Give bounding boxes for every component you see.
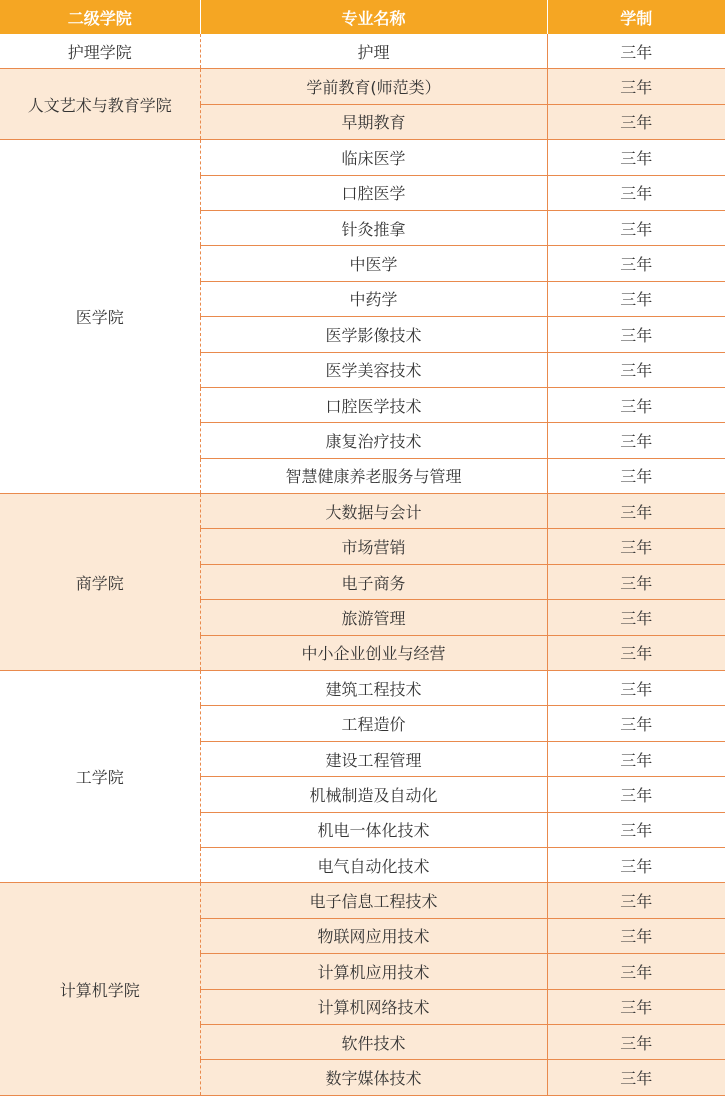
table-header: [0, 0, 725, 34]
duration-cell: 三年: [547, 918, 725, 953]
major-cell: 旅游管理: [200, 600, 547, 635]
major-cell: 学前教育(师范类）: [200, 69, 547, 104]
header-major: 专业名称: [200, 0, 547, 34]
duration-cell: 三年: [547, 246, 725, 281]
duration-cell: 三年: [547, 564, 725, 599]
major-cell: 数字媒体技术: [200, 1060, 547, 1095]
duration-cell: 三年: [547, 281, 725, 316]
college-group: [0, 34, 725, 69]
duration-cell: 三年: [547, 883, 725, 918]
major-cell: 中医学: [200, 246, 547, 281]
duration-cell: 三年: [547, 706, 725, 741]
major-cell: 建筑工程技术: [200, 671, 547, 706]
duration-cell: 三年: [547, 529, 725, 564]
duration-cell: 三年: [547, 954, 725, 989]
duration-cell: 三年: [547, 989, 725, 1024]
duration-cell: 三年: [547, 777, 725, 812]
duration-cell: 三年: [547, 635, 725, 670]
duration-cell: 三年: [547, 175, 725, 210]
major-cell: 计算机应用技术: [200, 954, 547, 989]
college-group: [0, 883, 725, 1095]
header-row: [0, 0, 725, 34]
major-cell: 电气自动化技术: [200, 847, 547, 882]
major-cell: 康复治疗技术: [200, 423, 547, 458]
college-cell: 工学院: [0, 671, 200, 883]
major-cell: 护理: [200, 34, 547, 69]
duration-cell: 三年: [547, 494, 725, 529]
duration-cell: 三年: [547, 741, 725, 776]
major-cell: 临床医学: [200, 140, 547, 175]
duration-cell: 三年: [547, 1024, 725, 1059]
college-group: [0, 494, 725, 671]
major-cell: 口腔医学: [200, 175, 547, 210]
college-cell: 计算机学院: [0, 883, 200, 1095]
major-cell: 建设工程管理: [200, 741, 547, 776]
major-cell: 机电一体化技术: [200, 812, 547, 847]
major-cell: 软件技术: [200, 1024, 547, 1059]
duration-cell: 三年: [547, 423, 725, 458]
college-cell: 人文艺术与教育学院: [0, 69, 200, 140]
duration-cell: 三年: [547, 34, 725, 69]
college-cell: 商学院: [0, 494, 200, 671]
header-duration: 学制: [547, 0, 725, 34]
major-cell: 市场营销: [200, 529, 547, 564]
duration-cell: 三年: [547, 140, 725, 175]
duration-cell: 三年: [547, 352, 725, 387]
duration-cell: 三年: [547, 458, 725, 493]
table-row: [0, 34, 725, 69]
duration-cell: 三年: [547, 317, 725, 352]
duration-cell: 三年: [547, 812, 725, 847]
table-row: [0, 494, 725, 529]
duration-cell: 三年: [547, 210, 725, 245]
major-cell: 计算机网络技术: [200, 989, 547, 1024]
major-cell: 医学影像技术: [200, 317, 547, 352]
duration-cell: 三年: [547, 1060, 725, 1095]
duration-cell: 三年: [547, 847, 725, 882]
college-group: [0, 140, 725, 494]
duration-cell: 三年: [547, 104, 725, 139]
major-cell: 中小企业创业与经营: [200, 635, 547, 670]
duration-cell: 三年: [547, 69, 725, 104]
major-cell: 大数据与会计: [200, 494, 547, 529]
major-cell: 机械制造及自动化: [200, 777, 547, 812]
major-cell: 中药学: [200, 281, 547, 316]
college-cell: 医学院: [0, 140, 200, 494]
major-cell: 口腔医学技术: [200, 387, 547, 422]
college-cell: 护理学院: [0, 34, 200, 69]
major-cell: 电子信息工程技术: [200, 883, 547, 918]
major-cell: 医学美容技术: [200, 352, 547, 387]
table-row: [0, 69, 725, 104]
duration-cell: 三年: [547, 387, 725, 422]
table-row: [0, 671, 725, 706]
major-cell: 电子商务: [200, 564, 547, 599]
college-group: [0, 69, 725, 140]
college-group: [0, 671, 725, 883]
major-cell: 早期教育: [200, 104, 547, 139]
major-cell: 针灸推拿: [200, 210, 547, 245]
table-row: [0, 883, 725, 918]
header-college: 二级学院: [0, 0, 200, 34]
major-cell: 物联网应用技术: [200, 918, 547, 953]
duration-cell: 三年: [547, 671, 725, 706]
duration-cell: 三年: [547, 600, 725, 635]
major-cell: 工程造价: [200, 706, 547, 741]
table-row: [0, 140, 725, 175]
major-cell: 智慧健康养老服务与管理: [200, 458, 547, 493]
